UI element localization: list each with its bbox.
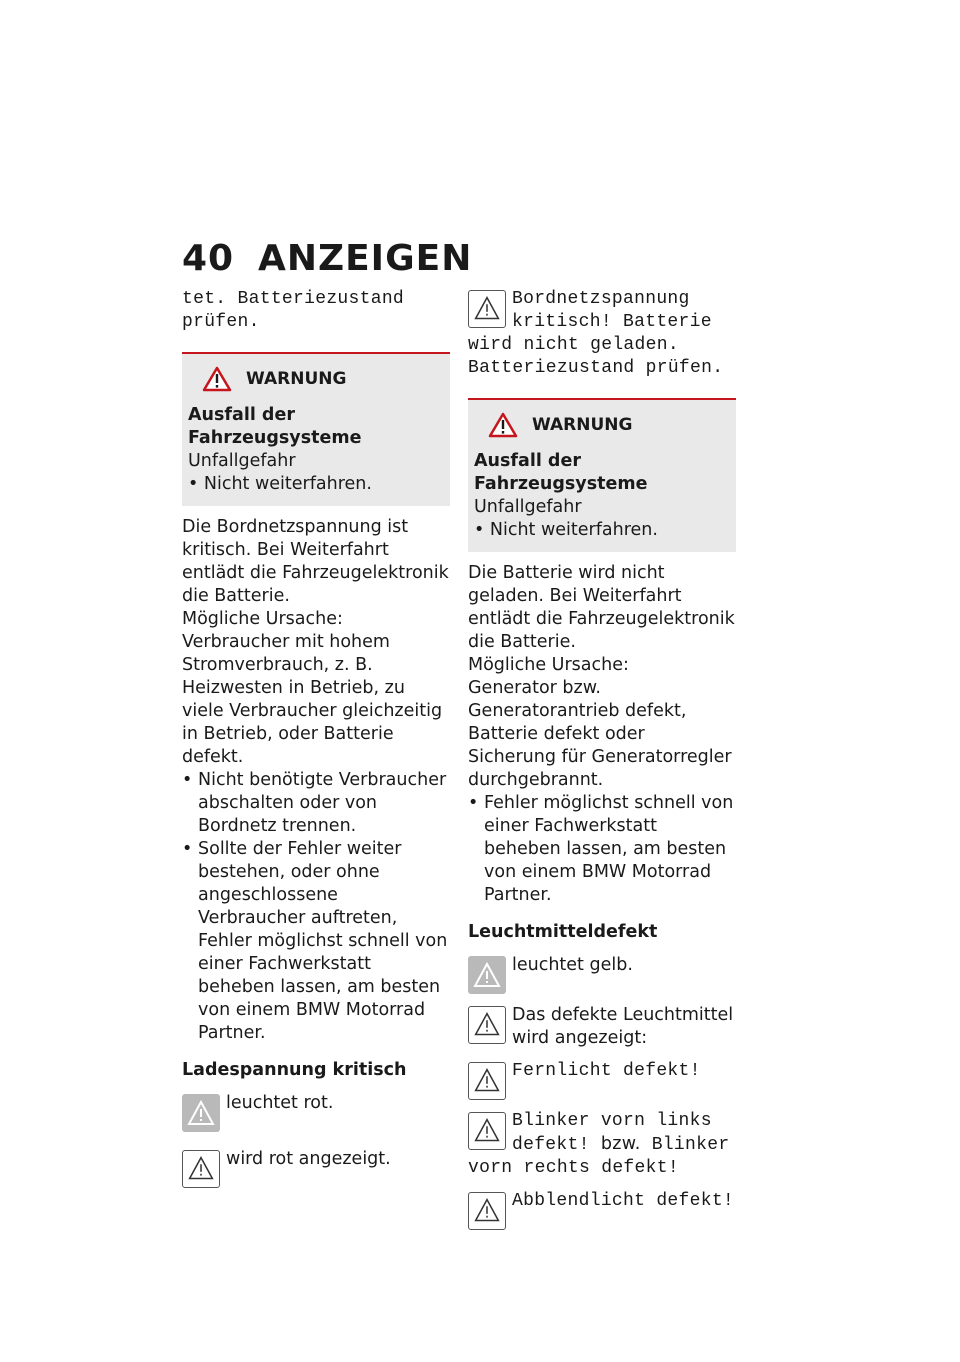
action-list [468,792,736,907]
display-warning-icon [468,1006,506,1044]
display-warning-icon [468,1062,506,1100]
symbol-row [468,1004,736,1050]
page-number: 40 [182,238,235,279]
left-column [182,288,450,1188]
cause-label: Mögliche Ursache: [468,655,629,675]
list-item: • Fehler möglichst schnell von einer Fachwerkstatt beheben lassen, am besten von einem BMW Motorrad Partner. [468,792,736,907]
cause-text: Generator bzw. Generatorantrieb defekt, Batterie defekt oder Sicherung für Generatorregler durchgebrannt. [468,678,732,790]
warning-box [468,398,736,552]
symbol-description: wird rot angezeigt. [226,1149,391,1169]
warning-light-icon [182,1094,220,1132]
symbol-description: leuchtet gelb. [512,955,633,975]
cause-label: Mögliche Ursache: [182,609,343,629]
warning-label: WARNUNG [532,414,633,435]
section-title: Leuchtmitteldefekt [468,922,658,942]
display-warning-icon [468,1192,506,1230]
description-text: Die Batterie wird nicht geladen. Bei Weiterfahrt entlädt die Fahrzeugelektronik die Batterie. [468,563,735,652]
description-text: Die Bordnetzspannung ist kritisch. Bei Weiterfahrt entlädt die Fahrzeugelektronik die Batterie. [182,517,449,606]
symbol-row [468,1060,736,1100]
list-item: • Sollte der Fehler weiter bestehen, oder ohne angeschlossene Verbraucher auftreten, Fehler möglichst schnell von einer Fachwerkstatt beheben lassen, am besten von einem BMW Motorrad Partner. [182,838,450,1045]
continued-display-text: tet. Batteriezustand prüfen. [182,289,405,332]
display-warning-icon [468,290,506,328]
display-warning-icon [182,1150,220,1188]
display-message-text: Abblendlicht defekt! [512,1191,735,1211]
display-message-text: Blinker vorn links defekt! [512,1111,712,1155]
warning-header [188,366,442,392]
right-column [468,288,736,1230]
symbol-row [182,1092,450,1132]
display-warning-icon [468,1112,506,1150]
warning-box [182,352,450,506]
symbol-row [468,954,736,994]
symbol-row [468,1190,736,1230]
list-item: • Nicht benötigte Verbraucher abschalten oder von Bordnetz trennen. [182,769,450,838]
display-message-text: Blinker vorn rechts defekt! [468,1135,730,1178]
warning-triangle-icon [488,412,518,438]
page-header [182,238,472,279]
warning-header [474,412,728,438]
section-title: Ladespannung kritisch [182,1060,407,1080]
action-list [182,769,450,1045]
warning-title: Ausfall der Fahrzeugsysteme [474,451,648,494]
warning-risk: Unfallgefahr [474,497,582,517]
conjunction-text: bzw. [600,1134,641,1154]
warning-label: WARNUNG [246,368,347,389]
warning-risk: Unfallgefahr [188,451,296,471]
display-message-text: Bordnetzspannung kritisch! Batterie wird nicht geladen. Batteriezustand prüfen. [468,289,724,378]
symbol-description: Das defekte Leuchtmittel wird angezeigt: [512,1005,734,1048]
warning-action: • Nicht weiterfahren. [474,520,658,540]
warning-triangle-icon [202,366,232,392]
symbol-row [182,1148,450,1188]
display-message [468,1110,736,1180]
symbol-description: leuchtet rot. [226,1093,334,1113]
warning-light-icon [468,956,506,994]
display-message-text: Fernlicht defekt! [512,1061,701,1081]
warning-title: Ausfall der Fahrzeugsysteme [188,405,362,448]
display-message [468,288,736,380]
cause-text: Verbraucher mit hohem Stromverbrauch, z. B. Heizwesten in Betrieb, zu viele Verbraucher gleichzeitig in Betrieb, oder Batterie defekt. [182,632,443,767]
warning-action: • Nicht weiterfahren. [188,474,372,494]
page-title: ANZEIGEN [258,238,473,279]
